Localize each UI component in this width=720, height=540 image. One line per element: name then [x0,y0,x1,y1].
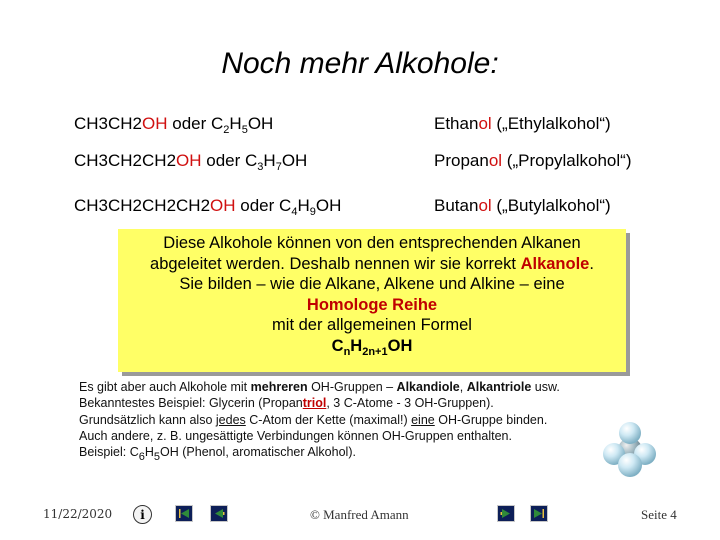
formula-butanol: CH3CH2CH2CH2OH oder $C_4H_9OH$ [74,196,342,218]
box-line-1: Diese Alkohole können von den entsprechenden Alkanen [163,234,581,252]
nav-end-glyph [533,508,545,519]
box-general-formula: $C_nH_{2n+1}OH$ [331,336,413,358]
nav-end-icon[interactable] [530,505,548,522]
nav-start-icon[interactable] [175,505,193,522]
footer-author: © Manfred Amann [310,507,409,522]
para-line-2: Bekanntestes Beispiel: Glycerin (Propantriol, 3 C-Atome - 3 OH-Gruppen). [79,396,494,411]
nav-forward-icon[interactable] [497,505,515,522]
page-title: Noch mehr Alkohole: [221,47,499,80]
footer-date: 11/22/2020 [43,507,113,521]
explanation-paragraph [79,379,639,464]
name-ethanol: Ethanol („Ethylalkohol“) [434,114,611,133]
nav-back-glyph [213,508,225,519]
nav-forward-glyph [500,508,512,519]
para-line-1: Es gibt aber auch Alkohole mit mehreren OH-Gruppen – Alkandiole, Alkantriole usw. [79,380,560,394]
formula-ethanol: CH3CH2OH oder $C_2H_5OH$ [74,114,274,136]
nav-start-glyph [178,508,190,519]
formula-propanol: CH3CH2CH2OH oder $C_3H_7OH$ [74,151,308,173]
footer-page-number: Seite 4 [641,507,677,522]
info-icon[interactable] [133,505,152,524]
molecule-icon [600,420,660,480]
info-box [118,229,626,372]
nav-back-icon[interactable] [210,505,228,522]
name-propanol: Propanol („Propylalkohol“) [434,151,632,170]
para-line-5: Beispiel: $C_6H_5OH$ (Phenol, aromatischer Alkohol). [79,445,356,464]
info-icon-glyph: i [140,507,145,522]
box-line-5: mit der allgemeinen Formel [272,316,472,335]
box-homologe-reihe: Homologe Reihe [306,295,438,314]
box-line-3: Sie bilden – wie die Alkane, Alkene und Alkine – eine [179,275,565,294]
para-line-3: Grundsätzlich kann also jedes C-Atom der Kette (maximal!) eine OH-Gruppe binden. [79,412,548,427]
box-line-2: abgeleitet werden. Deshalb nennen wir sie korrekt Alkanole. [150,254,594,273]
para-line-4: Auch andere, z. B. ungesättigte Verbindungen können OH-Gruppen enthalten. [79,428,512,443]
name-butanol: Butanol („Butylalkohol“) [434,196,611,215]
